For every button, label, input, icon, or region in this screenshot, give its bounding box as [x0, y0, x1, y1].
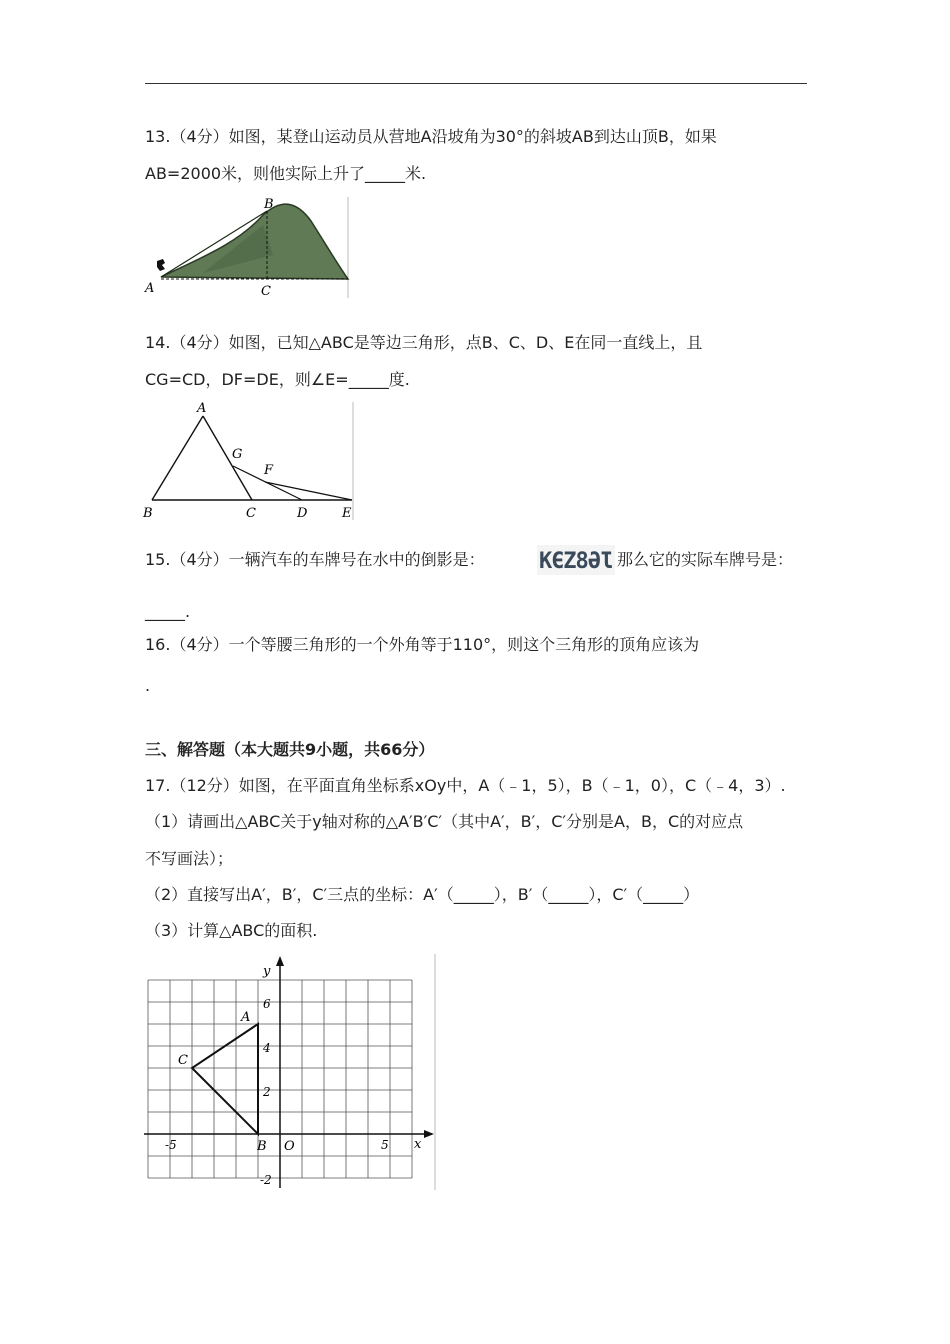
tick-ym2: -2: [260, 1173, 272, 1187]
q17-line3: 不写画法）；: [145, 849, 234, 868]
q15-prefix: 15.（4分）一辆汽车的车牌号在水中的倒影是：: [145, 550, 485, 569]
q15-suffix: 那么它的实际车牌号是：: [617, 550, 794, 569]
triangle-ABC: [192, 1024, 258, 1134]
point-label-A: A: [241, 1010, 251, 1025]
label-B: B: [264, 197, 274, 212]
plate-text: KЄZ8ƏƖ: [539, 549, 613, 574]
tick-y6: 6: [263, 997, 271, 1011]
q13-line2: AB=2000米，则他实际上升了_____米.: [145, 164, 427, 183]
q16-line2: .: [145, 676, 151, 695]
x-axis-arrow: [424, 1130, 434, 1138]
mountain-figure: [143, 195, 351, 300]
q17-line5: （3）计算△ABC的面积.: [145, 921, 318, 940]
q17-line1: 17.（12分）如图，在平面直角坐标系xOy中，A（﹣1，5），B（﹣1，0），C（﹣4，3）.: [145, 776, 786, 795]
label-F: F: [264, 463, 274, 478]
label-D: D: [297, 506, 308, 521]
label-C: C: [261, 284, 271, 299]
q14-line1: 14.（4分）如图，已知△ABC是等边三角形，点B、C、D、E在同一直线上，且: [145, 333, 703, 352]
tick-y2: 2: [263, 1085, 271, 1099]
header-rule: [145, 83, 807, 84]
tick-x5: 5: [381, 1138, 389, 1152]
triangle-figure: [140, 398, 356, 522]
point-label-C: C: [178, 1053, 188, 1068]
q17-line4: （2）直接写出A′，B′，C′三点的坐标：A′（_____），B′（_____），C′（_____）: [145, 885, 700, 904]
side-AC: [203, 416, 252, 500]
label-A: A: [197, 401, 207, 416]
label-G: G: [232, 447, 243, 462]
side-AB: [152, 416, 203, 500]
coordinate-grid-figure: [140, 952, 440, 1192]
label-A: A: [145, 281, 155, 296]
label-B: B: [143, 506, 153, 521]
q14-line2: CG=CD，DF=DE，则∠E=_____度.: [145, 370, 410, 389]
reflected-plate-image: [537, 545, 615, 575]
y-axis-arrow: [276, 956, 284, 966]
label-E: E: [342, 506, 352, 521]
section-title: 三、解答题（本大题共9小题，共66分）: [145, 740, 435, 759]
q13-line1: 13.（4分）如图，某登山运动员从营地A沿坡角为30°的斜坡AB到达山顶B，如果: [145, 127, 717, 146]
q17-line2: （1）请画出△ABC关于y轴对称的△A′B′C′（其中A′，B′，C′分别是A，B，C的对应点: [145, 812, 744, 831]
tick-y4: 4: [263, 1041, 271, 1055]
x-axis-label: x: [414, 1137, 422, 1152]
origin-label: O: [284, 1139, 295, 1154]
tick-xm5: -5: [165, 1138, 177, 1152]
label-C: C: [246, 506, 256, 521]
q16-line1: 16.（4分）一个等腰三角形的一个外角等于110°，则这个三角形的顶角应该为: [145, 635, 700, 654]
point-label-B: B: [257, 1139, 267, 1154]
climber-icon: [157, 259, 165, 271]
q15-line2: _____.: [145, 602, 191, 621]
segment-FE: [265, 482, 352, 500]
y-axis-label: y: [263, 964, 271, 979]
